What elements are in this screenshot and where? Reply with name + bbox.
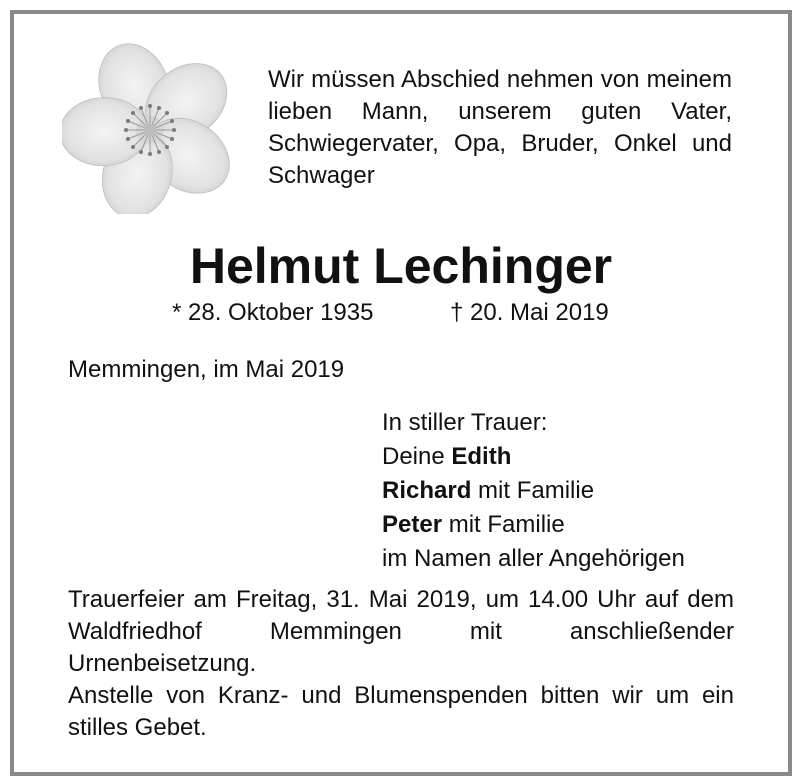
donation-request: Anstelle von Kranz- und Blumenspenden bitten wir um ein stilles Gebet. bbox=[68, 682, 734, 741]
mourners-heading: In stiller Trauer: bbox=[382, 409, 548, 436]
mourner-name-richard: Richard bbox=[382, 477, 472, 504]
mourner-line-3 bbox=[382, 508, 685, 542]
obituary-frame bbox=[10, 10, 792, 776]
intro-text: Wir müssen Abschied nehmen von meinem lieben Mann, unserem guten Vater, Schwiegervater, Opa, Bruder, Onkel und Schwager bbox=[268, 66, 732, 189]
mourner-suffix: mit Familie bbox=[478, 477, 595, 504]
mourner-name-edith: Edith bbox=[451, 443, 512, 470]
flower-icon bbox=[62, 38, 238, 214]
place-date: Memmingen, im Mai 2019 bbox=[68, 356, 345, 383]
mourner-prefix: Deine bbox=[382, 443, 445, 470]
death-date: † 20. Mai 2019 bbox=[450, 299, 609, 326]
service-info: Trauerfeier am Freitag, 31. Mai 2019, um 14.00 Uhr auf dem Waldfriedhof Memmingen mit anschließender Urnenbeisetzung. bbox=[68, 586, 734, 677]
mourners-block bbox=[382, 406, 685, 576]
mourner-line-1 bbox=[382, 440, 685, 474]
mourner-line-4: im Namen aller Angehörigen bbox=[382, 545, 685, 572]
mourner-name-peter: Peter bbox=[382, 511, 443, 538]
mourner-line-2 bbox=[382, 474, 685, 508]
mourner-suffix: mit Familie bbox=[448, 511, 565, 538]
deceased-name: Helmut Lechinger bbox=[189, 238, 613, 294]
closing-block bbox=[68, 584, 734, 744]
birth-date: * 28. Oktober 1935 bbox=[172, 299, 374, 326]
